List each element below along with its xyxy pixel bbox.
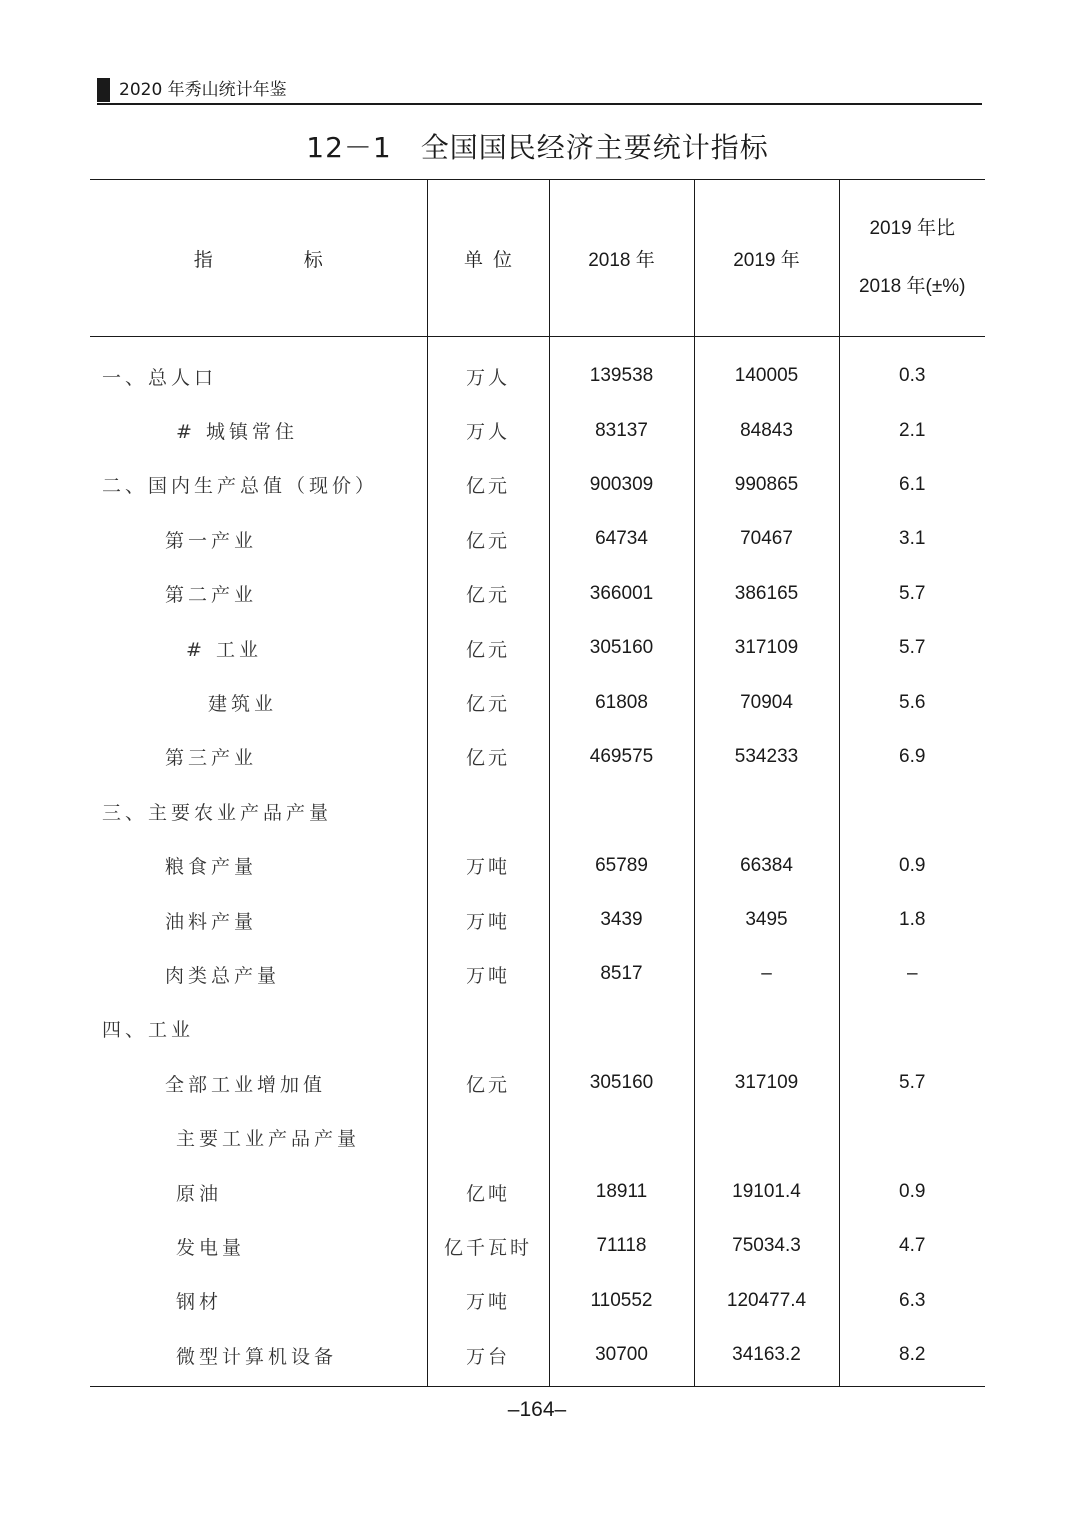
table-row	[90, 621, 985, 675]
table-title: 12－1 全国国民经济主要统计指标	[306, 131, 769, 164]
unit-cell: 亿元	[427, 567, 549, 621]
statistics-table	[90, 179, 985, 1387]
indicator-cell: 建筑业	[208, 693, 278, 716]
change-cell: 6.9	[839, 730, 985, 784]
table-row	[90, 784, 985, 838]
value-2019-cell: 317109	[694, 1056, 839, 1110]
value-2018-cell: 71118	[549, 1219, 694, 1273]
unit-cell: 亿吨	[427, 1165, 549, 1219]
value-2018-cell: 64734	[549, 512, 694, 566]
value-2018-cell: 8517	[549, 947, 694, 1001]
value-2018-cell: 65789	[549, 839, 694, 893]
value-2018-cell: 18911	[549, 1165, 694, 1219]
unit-cell: 亿千瓦时	[427, 1219, 549, 1273]
unit-cell	[427, 1110, 549, 1164]
change-cell: 8.2	[839, 1328, 985, 1387]
table-row	[90, 675, 985, 729]
change-cell: 6.3	[839, 1274, 985, 1328]
value-2019-cell: 84843	[694, 403, 839, 457]
change-cell: 6.1	[839, 458, 985, 512]
indicator-cell: 第二产业	[165, 584, 258, 607]
change-cell: 5.7	[839, 621, 985, 675]
indicator-cell: 全部工业增加值	[165, 1073, 327, 1096]
value-2018-cell: 366001	[549, 567, 694, 621]
table-row	[90, 567, 985, 621]
indicator-cell: 第一产业	[165, 529, 258, 552]
table-row	[90, 893, 985, 947]
value-2019-cell: 19101.4	[694, 1165, 839, 1219]
value-2019-cell: 75034.3	[694, 1219, 839, 1273]
change-cell: 3.1	[839, 512, 985, 566]
value-2019-cell	[694, 1110, 839, 1164]
table-row	[90, 1328, 985, 1387]
value-2019-cell	[694, 1002, 839, 1056]
table-row	[90, 458, 985, 512]
value-2018-cell: 469575	[549, 730, 694, 784]
change-cell: 1.8	[839, 893, 985, 947]
value-2018-cell: 139538	[549, 337, 694, 404]
indicator-cell: 钢材	[176, 1291, 223, 1314]
value-2019-cell: 3495	[694, 893, 839, 947]
indicator-cell: 油料产量	[165, 910, 258, 933]
indicator-cell: 一、总人口	[102, 366, 218, 389]
table-row	[90, 1219, 985, 1273]
value-2018-cell: 83137	[549, 403, 694, 457]
value-2019-cell: 70904	[694, 675, 839, 729]
value-2018-cell: 3439	[549, 893, 694, 947]
running-header	[97, 78, 982, 105]
change-cell: 5.7	[839, 567, 985, 621]
value-2019-cell: 66384	[694, 839, 839, 893]
unit-cell	[427, 784, 549, 838]
value-2018-cell: 900309	[549, 458, 694, 512]
table-row	[90, 1002, 985, 1056]
table-row	[90, 1274, 985, 1328]
value-2018-cell: 305160	[549, 621, 694, 675]
indicator-cell: 三、主要农业产品产量	[102, 801, 333, 824]
unit-cell: 亿元	[427, 512, 549, 566]
unit-cell: 万吨	[427, 947, 549, 1001]
value-2019-cell: 990865	[694, 458, 839, 512]
unit-cell: 亿元	[427, 675, 549, 729]
table-row	[90, 839, 985, 893]
value-2019-cell: 70467	[694, 512, 839, 566]
change-cell	[839, 784, 985, 838]
change-cell: 5.7	[839, 1056, 985, 1110]
table-row	[90, 730, 985, 784]
table-row	[90, 1165, 985, 1219]
value-2019-cell: 120477.4	[694, 1274, 839, 1328]
unit-cell	[427, 1002, 549, 1056]
value-2018-cell: 61808	[549, 675, 694, 729]
unit-cell: 亿元	[427, 458, 549, 512]
value-2019-cell: 534233	[694, 730, 839, 784]
unit-cell: 万吨	[427, 839, 549, 893]
indicator-cell: 原油	[176, 1182, 223, 1205]
value-2018-cell: 30700	[549, 1328, 694, 1387]
value-2018-cell	[549, 1002, 694, 1056]
indicator-cell: 二、国内生产总值（现价）	[102, 475, 379, 498]
value-2019-cell: 140005	[694, 337, 839, 404]
value-2019-cell	[694, 784, 839, 838]
indicator-cell: # 城镇常住	[176, 421, 298, 444]
indicator-cell: 发电量	[176, 1236, 246, 1259]
value-2018-cell	[549, 1110, 694, 1164]
indicator-cell: 主要工业产品产量	[176, 1128, 361, 1151]
change-cell	[839, 1110, 985, 1164]
indicator-cell: 肉类总产量	[165, 964, 281, 987]
running-title: 2020 年秀山统计年鉴	[119, 80, 287, 100]
unit-cell: 万吨	[427, 1274, 549, 1328]
unit-cell: 万吨	[427, 893, 549, 947]
column-header-indicator: 指 标	[90, 180, 427, 337]
change-cell	[839, 1002, 985, 1056]
indicator-cell: 粮食产量	[165, 856, 258, 879]
change-header-line1: 2019 年比	[869, 218, 956, 239]
unit-cell: 亿元	[427, 1056, 549, 1110]
header-bar-mark	[97, 78, 110, 102]
unit-cell: 万人	[427, 337, 549, 404]
table-row	[90, 1056, 985, 1110]
indicator-cell: 第三产业	[165, 747, 258, 770]
value-2018-cell: 305160	[549, 1056, 694, 1110]
change-cell: 4.7	[839, 1219, 985, 1273]
table-row	[90, 1110, 985, 1164]
unit-cell: 万人	[427, 403, 549, 457]
table-row	[90, 337, 985, 404]
indicator-cell: 微型计算机设备	[90, 1328, 427, 1387]
table-row	[90, 947, 985, 1001]
column-header-change	[839, 180, 985, 337]
change-cell: 5.6	[839, 675, 985, 729]
change-cell: 0.9	[839, 1165, 985, 1219]
value-2018-cell	[549, 784, 694, 838]
change-cell: 2.1	[839, 403, 985, 457]
unit-cell: 亿元	[427, 730, 549, 784]
change-cell: –	[839, 947, 985, 1001]
change-cell: 0.9	[839, 839, 985, 893]
value-2019-cell: 34163.2	[694, 1328, 839, 1387]
value-2019-cell: 317109	[694, 621, 839, 675]
value-2018-cell: 110552	[549, 1274, 694, 1328]
change-cell: 0.3	[839, 337, 985, 404]
change-header-line2: 2018 年(±%)	[858, 276, 966, 297]
column-header-2019: 2019 年	[694, 180, 839, 337]
column-header-2018: 2018 年	[549, 180, 694, 337]
indicator-cell: # 工业	[186, 638, 262, 661]
value-2019-cell: 386165	[694, 567, 839, 621]
table-row	[90, 512, 985, 566]
column-header-unit: 单位	[427, 180, 549, 337]
header-row	[90, 180, 985, 337]
unit-cell: 万台	[427, 1328, 549, 1387]
page-number: –164–	[507, 1398, 567, 1421]
unit-cell: 亿元	[427, 621, 549, 675]
value-2019-cell: –	[694, 947, 839, 1001]
indicator-cell: 四、工业	[102, 1019, 195, 1042]
table-row	[90, 403, 985, 457]
